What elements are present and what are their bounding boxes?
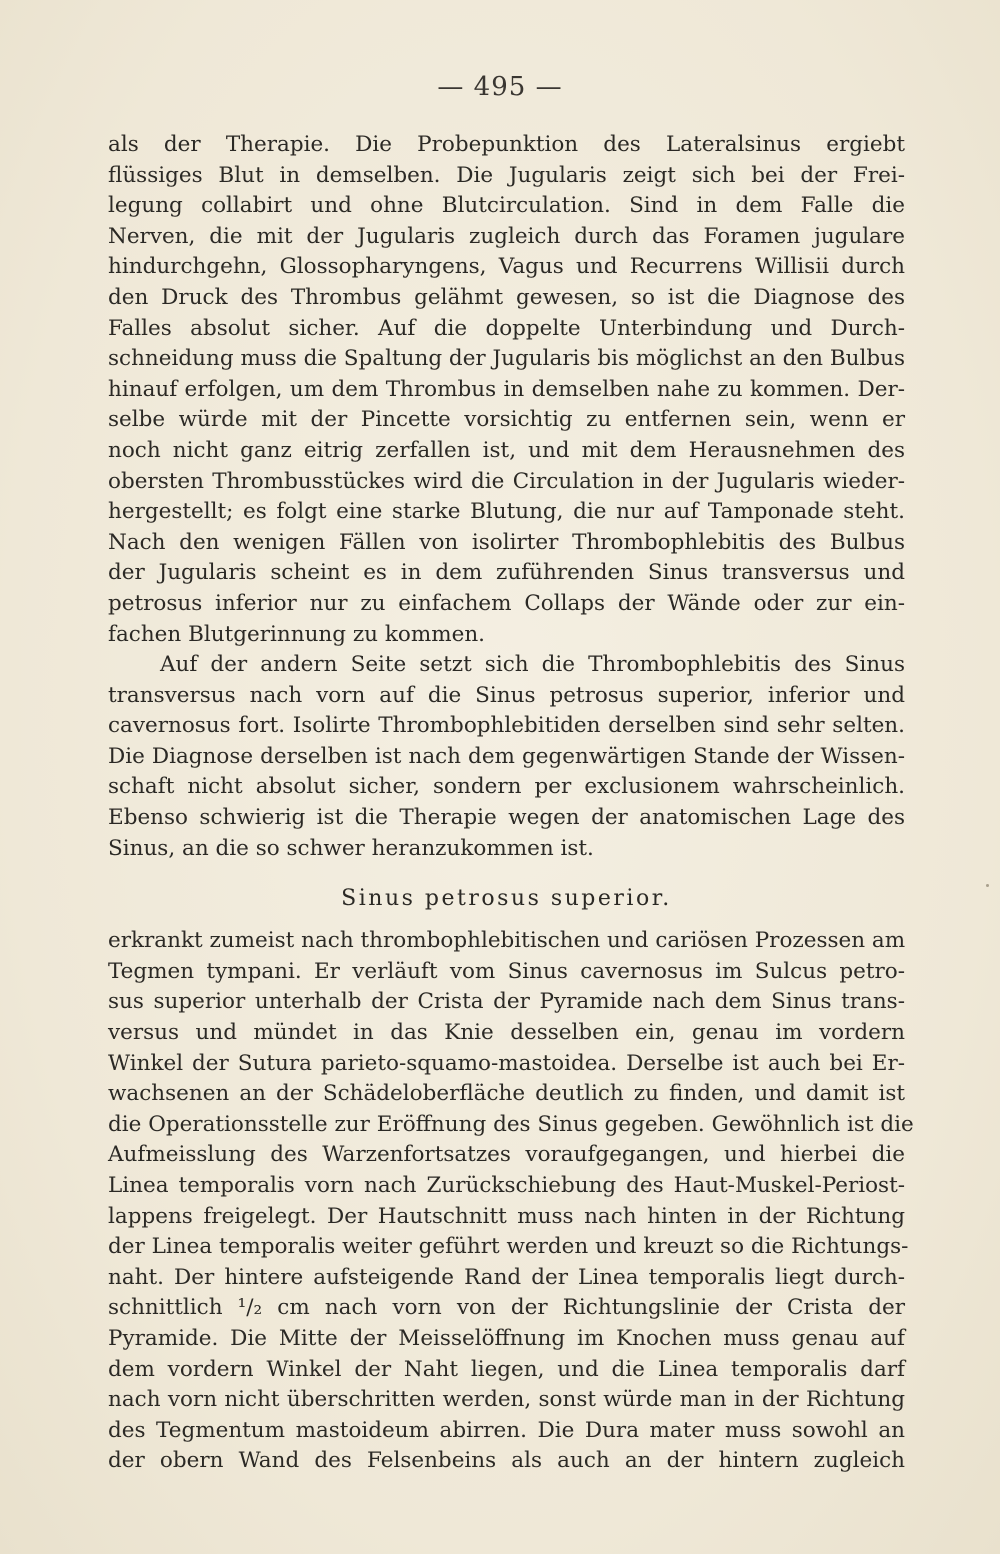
text-line: obersten Thrombusstückes wird die Circulation in der Jugularis wieder-	[108, 468, 905, 494]
text-line: noch nicht ganz eitrig zerfallen ist, und mit dem Herausnehmen des	[108, 437, 905, 463]
paragraph-1	[108, 130, 905, 650]
text-line: des Tegmentum mastoideum abirren. Die Dura mater muss sowohl an	[108, 1417, 905, 1443]
page-number: — 495 —	[437, 72, 563, 102]
text-line: petrosus inferior nur zu einfachem Collaps der Wände oder zur ein-	[108, 590, 905, 616]
text-line: Sinus, an die so schwer heranzukommen ist.	[108, 835, 594, 861]
paragraph-3	[108, 926, 914, 1477]
text-line: versus und mündet in das Knie desselben ein, genau im vordern	[108, 1020, 905, 1046]
text-line: Aufmeisslung des Warzenfortsatzes voraufgegangen, und hierbei die	[108, 1142, 905, 1168]
text-line: fachen Blutgerinnung zu kommen.	[108, 621, 486, 647]
text-line: legung collabirt und ohne Blutcirculation. Sind in dem Falle die	[108, 193, 905, 219]
text-line: der Jugularis scheint es in dem zuführenden Sinus transversus und	[108, 560, 905, 586]
text-line: Pyramide. Die Mitte der Meisselöffnung im Knochen muss genau auf	[108, 1325, 905, 1351]
body-text	[108, 130, 914, 1477]
section-heading: Sinus petrosus superior.	[341, 886, 672, 912]
text-line: wachsenen an der Schädeloberfläche deutlich zu finden, und damit ist	[108, 1081, 905, 1107]
text-line: der obern Wand des Felsenbeins als auch an der hintern zugleich	[108, 1448, 905, 1474]
text-line: Falles absolut sicher. Auf die doppelte Unterbindung und Durch-	[108, 315, 905, 341]
text-line: schnittlich ¹/₂ cm nach vorn von der Richtungslinie der Crista der	[108, 1295, 905, 1321]
text-line: Nerven, die mit der Jugularis zugleich durch das Foramen jugulare	[108, 223, 905, 249]
text-line: transversus nach vorn auf die Sinus petrosus superior, inferior und	[108, 682, 905, 708]
text-line: Nach den wenigen Fällen von isolirter Thrombophlebitis des Bulbus	[108, 529, 905, 555]
text-line: dem vordern Winkel der Naht liegen, und die Linea temporalis darf	[108, 1356, 905, 1382]
text-line: selbe würde mit der Pincette vorsichtig zu entfernen sein, wenn er	[108, 407, 905, 433]
text-line: Ebenso schwierig ist die Therapie wegen der anatomischen Lage des	[108, 805, 905, 831]
text-line: sus superior unterhalb der Crista der Pyramide nach dem Sinus trans-	[108, 989, 905, 1015]
text-line: erkrankt zumeist nach thrombophlebitischen und cariösen Prozessen am	[108, 928, 906, 954]
text-line: hinauf erfolgen, um dem Thrombus in demselben nahe zu kommen. Der-	[108, 376, 905, 402]
text-line: hindurchgehn, Glossopharyngens, Vagus und Recurrens Willisii durch	[108, 254, 905, 280]
text-line: naht. Der hintere aufsteigende Rand der Linea temporalis liegt durch-	[108, 1264, 905, 1290]
text-line: cavernosus fort. Isolirte Thrombophlebitiden derselben sind sehr selten.	[108, 713, 905, 739]
text-line: als der Therapie. Die Probepunktion des Lateralsinus ergiebt	[108, 132, 905, 157]
text-line: Auf der andern Seite setzt sich die Thrombophlebitis des Sinus	[160, 652, 905, 678]
text-line: flüssiges Blut in demselben. Die Jugularis zeigt sich bei der Frei-	[108, 162, 905, 188]
paper-speck	[986, 884, 989, 887]
text-line: schneidung muss die Spaltung der Jugularis bis möglichst an den Bulbus	[108, 346, 905, 372]
text-line: nach vorn nicht überschritten werden, sonst würde man in der Richtung	[108, 1387, 905, 1413]
text-line: schaft nicht absolut sicher, sondern per exclusionem wahrscheinlich.	[108, 774, 905, 800]
text-line: lappens freigelegt. Der Hautschnitt muss nach hinten in der Richtung	[108, 1203, 905, 1229]
text-line: Tegmen tympani. Er verläuft vom Sinus cavernosus im Sulcus petro-	[108, 958, 905, 984]
paragraph-2	[108, 650, 905, 864]
text-line: der Linea temporalis weiter geführt werden und kreuzt so die Richtungs-	[108, 1234, 909, 1260]
text-line: Winkel der Sutura parieto-squamo-mastoidea. Derselbe ist auch bei Er-	[108, 1050, 905, 1076]
text-line: hergestellt; es folgt eine starke Blutung, die nur auf Tamponade steht.	[108, 499, 905, 525]
text-line: die Operationsstelle zur Eröffnung des Sinus gegeben. Gewöhnlich ist die	[108, 1111, 914, 1137]
text-line: den Druck des Thrombus gelähmt gewesen, so ist die Diagnose des	[108, 284, 905, 310]
text-line: Linea temporalis vorn nach Zurückschiebung des Haut-Muskel-Periost-	[108, 1173, 905, 1198]
text-line: Die Diagnose derselben ist nach dem gegenwärtigen Stande der Wissen-	[108, 743, 905, 769]
